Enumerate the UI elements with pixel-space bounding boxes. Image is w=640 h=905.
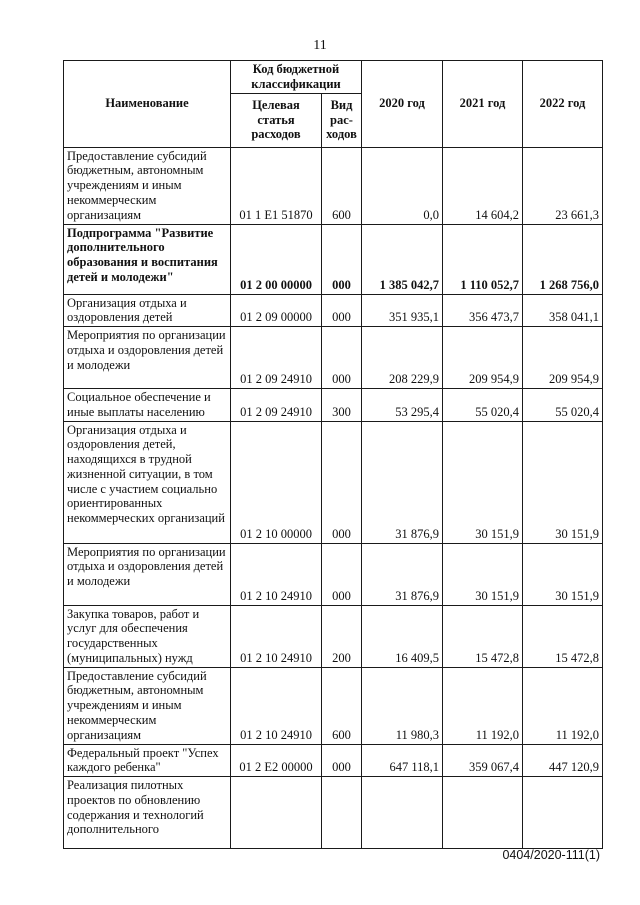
row-expense-kind: 000 xyxy=(322,327,362,389)
table-row xyxy=(64,224,603,294)
row-value-2022: 447 120,9 xyxy=(523,744,603,777)
table-row xyxy=(64,667,603,744)
header-code-group: Код бюджетной классификации xyxy=(231,61,362,94)
header-2022: 2022 год xyxy=(523,61,603,148)
row-name: Мероприятия по организации отдыха и оздоровления детей и молодежи xyxy=(64,327,231,389)
row-expense-kind: 600 xyxy=(322,147,362,224)
header-target: Целевая статья расходов xyxy=(231,93,322,147)
row-expense-kind: 600 xyxy=(322,667,362,744)
row-target-code: 01 2 10 24910 xyxy=(231,605,322,667)
row-value-2020: 0,0 xyxy=(362,147,443,224)
row-value-2020: 647 118,1 xyxy=(362,744,443,777)
table-row xyxy=(64,421,603,543)
row-target-code: 01 2 00 00000 xyxy=(231,224,322,294)
row-value-2022: 55 020,4 xyxy=(523,389,603,422)
row-target-code: 01 2 10 24910 xyxy=(231,543,322,605)
table-row xyxy=(64,744,603,777)
row-value-2022: 11 192,0 xyxy=(523,667,603,744)
row-value-2020: 31 876,9 xyxy=(362,543,443,605)
row-target-code: 01 2 E2 00000 xyxy=(231,744,322,777)
row-name: Реализация пилотных проектов по обновлению содержания и технологий дополнительного xyxy=(64,777,231,849)
row-value-2021: 356 473,7 xyxy=(443,294,523,327)
row-name: Предоставление субсидий бюджетным, автономным учреждениям и иным некоммерческим организациям xyxy=(64,147,231,224)
row-value-2022: 23 661,3 xyxy=(523,147,603,224)
budget-table xyxy=(63,60,603,849)
row-value-2020: 208 229,9 xyxy=(362,327,443,389)
row-value-2021: 359 067,4 xyxy=(443,744,523,777)
row-name: Закупка товаров, работ и услуг для обеспечения государственных (муниципальных) нужд xyxy=(64,605,231,667)
row-value-2020: 1 385 042,7 xyxy=(362,224,443,294)
row-target-code: 01 2 09 00000 xyxy=(231,294,322,327)
table-row xyxy=(64,389,603,422)
row-value-2022 xyxy=(523,777,603,849)
row-target-code: 01 2 10 00000 xyxy=(231,421,322,543)
row-expense-kind xyxy=(322,777,362,849)
row-name: Предоставление субсидий бюджетным, автономным учреждениям и иным некоммерческим организациям xyxy=(64,667,231,744)
row-value-2021: 55 020,4 xyxy=(443,389,523,422)
row-value-2022: 358 041,1 xyxy=(523,294,603,327)
row-name: Федеральный проект "Успех каждого ребенка" xyxy=(64,744,231,777)
row-value-2021: 15 472,8 xyxy=(443,605,523,667)
table-row xyxy=(64,605,603,667)
row-value-2021: 209 954,9 xyxy=(443,327,523,389)
row-expense-kind: 200 xyxy=(322,605,362,667)
row-value-2021: 1 110 052,7 xyxy=(443,224,523,294)
row-target-code: 01 2 10 24910 xyxy=(231,667,322,744)
row-value-2020: 351 935,1 xyxy=(362,294,443,327)
row-value-2020 xyxy=(362,777,443,849)
header-kind: Вид рас-ходов xyxy=(322,93,362,147)
row-expense-kind: 000 xyxy=(322,744,362,777)
table-row xyxy=(64,543,603,605)
row-value-2022: 15 472,8 xyxy=(523,605,603,667)
row-value-2022: 30 151,9 xyxy=(523,543,603,605)
row-target-code: 01 2 09 24910 xyxy=(231,327,322,389)
table-row xyxy=(64,147,603,224)
row-value-2020: 11 980,3 xyxy=(362,667,443,744)
row-expense-kind: 000 xyxy=(322,294,362,327)
row-expense-kind: 300 xyxy=(322,389,362,422)
row-target-code xyxy=(231,777,322,849)
table-row xyxy=(64,777,603,849)
row-expense-kind: 000 xyxy=(322,543,362,605)
row-name: Подпрограмма "Развитие дополнительного образования и воспитания детей и молодежи" xyxy=(64,224,231,294)
table-row xyxy=(64,327,603,389)
row-value-2021: 14 604,2 xyxy=(443,147,523,224)
row-value-2022: 209 954,9 xyxy=(523,327,603,389)
row-name: Организация отдыха и оздоровления детей, находящихся в трудной жизненной ситуации, в том числе с участием социально ориентированных некоммерческих организаций xyxy=(64,421,231,543)
row-value-2020: 53 295,4 xyxy=(362,389,443,422)
row-target-code: 01 2 09 24910 xyxy=(231,389,322,422)
header-2020: 2020 год xyxy=(362,61,443,148)
row-expense-kind: 000 xyxy=(322,224,362,294)
row-name: Организация отдыха и оздоровления детей xyxy=(64,294,231,327)
row-value-2021: 30 151,9 xyxy=(443,543,523,605)
row-target-code: 01 1 E1 51870 xyxy=(231,147,322,224)
row-name: Социальное обеспечение и иные выплаты населению xyxy=(64,389,231,422)
page-number: 11 xyxy=(313,38,327,53)
header-2021: 2021 год xyxy=(443,61,523,148)
row-value-2020: 16 409,5 xyxy=(362,605,443,667)
table-row xyxy=(64,294,603,327)
row-value-2020: 31 876,9 xyxy=(362,421,443,543)
document-footer-code: 0404/2020-111(1) xyxy=(502,848,600,862)
row-expense-kind: 000 xyxy=(322,421,362,543)
row-value-2021: 30 151,9 xyxy=(443,421,523,543)
row-value-2021: 11 192,0 xyxy=(443,667,523,744)
row-value-2022: 1 268 756,0 xyxy=(523,224,603,294)
row-value-2022: 30 151,9 xyxy=(523,421,603,543)
header-name: Наименование xyxy=(64,61,231,148)
row-value-2021 xyxy=(443,777,523,849)
row-name: Мероприятия по организации отдыха и оздоровления детей и молодежи xyxy=(64,543,231,605)
